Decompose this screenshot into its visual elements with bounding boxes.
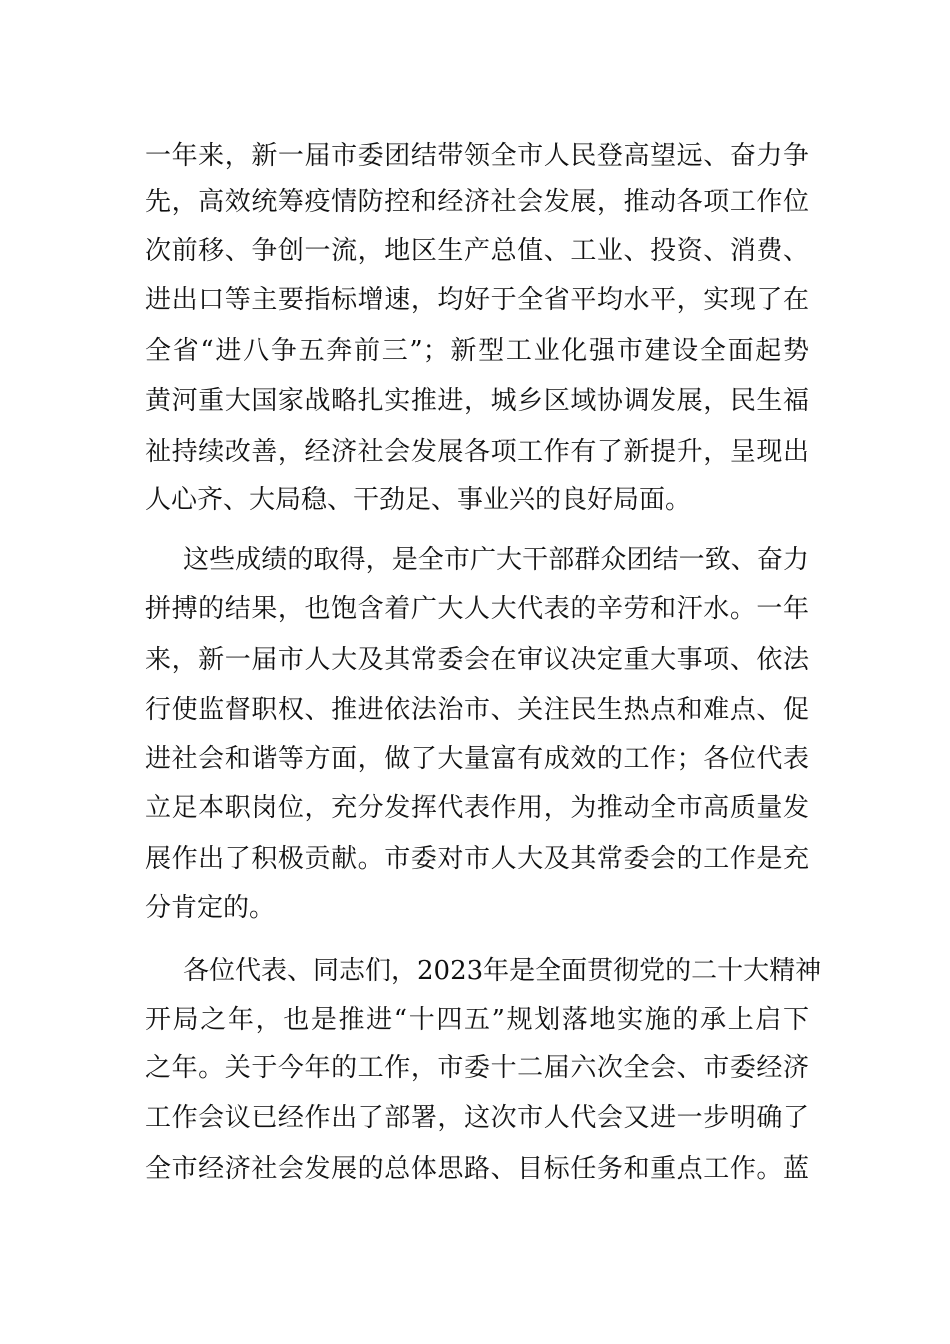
- text-line: 祉持续改善，经济社会发展各项工作有了新提升，呈现出: [145, 437, 809, 467]
- text-line: 一年来，新一届市委团结带领全市人民登高望远、奋力争: [145, 141, 809, 171]
- text-line: 之年。关于今年的工作，市委十二届六次全会、市委经济: [145, 1053, 809, 1083]
- text-line: 全省“进八争五奔前三”；新型工业化强市建设全面起势: [145, 336, 809, 366]
- text-line: 拼搏的结果，也饱含着广大人大代表的辛劳和汗水。一年: [145, 594, 809, 624]
- text-line: 工作会议已经作出了部署，这次市人代会又进一步明确了: [145, 1103, 809, 1133]
- text-line: 立足本职岗位，充分发挥代表作用，为推动全市高质量发: [145, 793, 809, 823]
- text-line: 各位代表、同志们，2023年是全面贯彻党的二十大精神: [183, 956, 822, 986]
- text-line: 黄河重大国家战略扎实推进，城乡区域协调发展，民生福: [145, 386, 809, 416]
- text-line: 先，高效统筹疫情防控和经济社会发展，推动各项工作位: [145, 187, 809, 217]
- text-line: 来，新一届市人大及其常委会在审议决定重大事项、依法: [145, 645, 809, 675]
- text-line: 进出口等主要指标增速，均好于全省平均水平，实现了在: [145, 285, 809, 315]
- text-line: 次前移、争创一流，地区生产总值、工业、投资、消费、: [145, 236, 809, 266]
- text-line: 进社会和谐等方面，做了大量富有成效的工作；各位代表: [145, 744, 809, 774]
- text-line: 开局之年，也是推进“十四五”规划落地实施的承上启下: [145, 1005, 809, 1035]
- text-line: 全市经济社会发展的总体思路、目标任务和重点工作。蓝: [145, 1154, 809, 1184]
- text-line: 展作出了积极贡献。市委对市人大及其常委会的工作是充: [145, 844, 809, 874]
- text-line: 人心齐、大局稳、干劲足、事业兴的良好局面。: [145, 485, 692, 515]
- text-line: 行使监督职权、推进依法治市、关注民生热点和难点、促: [145, 695, 809, 725]
- text-line: 分肯定的。: [145, 893, 276, 923]
- text-line: 这些成绩的取得，是全市广大干部群众团结一致、奋力: [183, 545, 809, 575]
